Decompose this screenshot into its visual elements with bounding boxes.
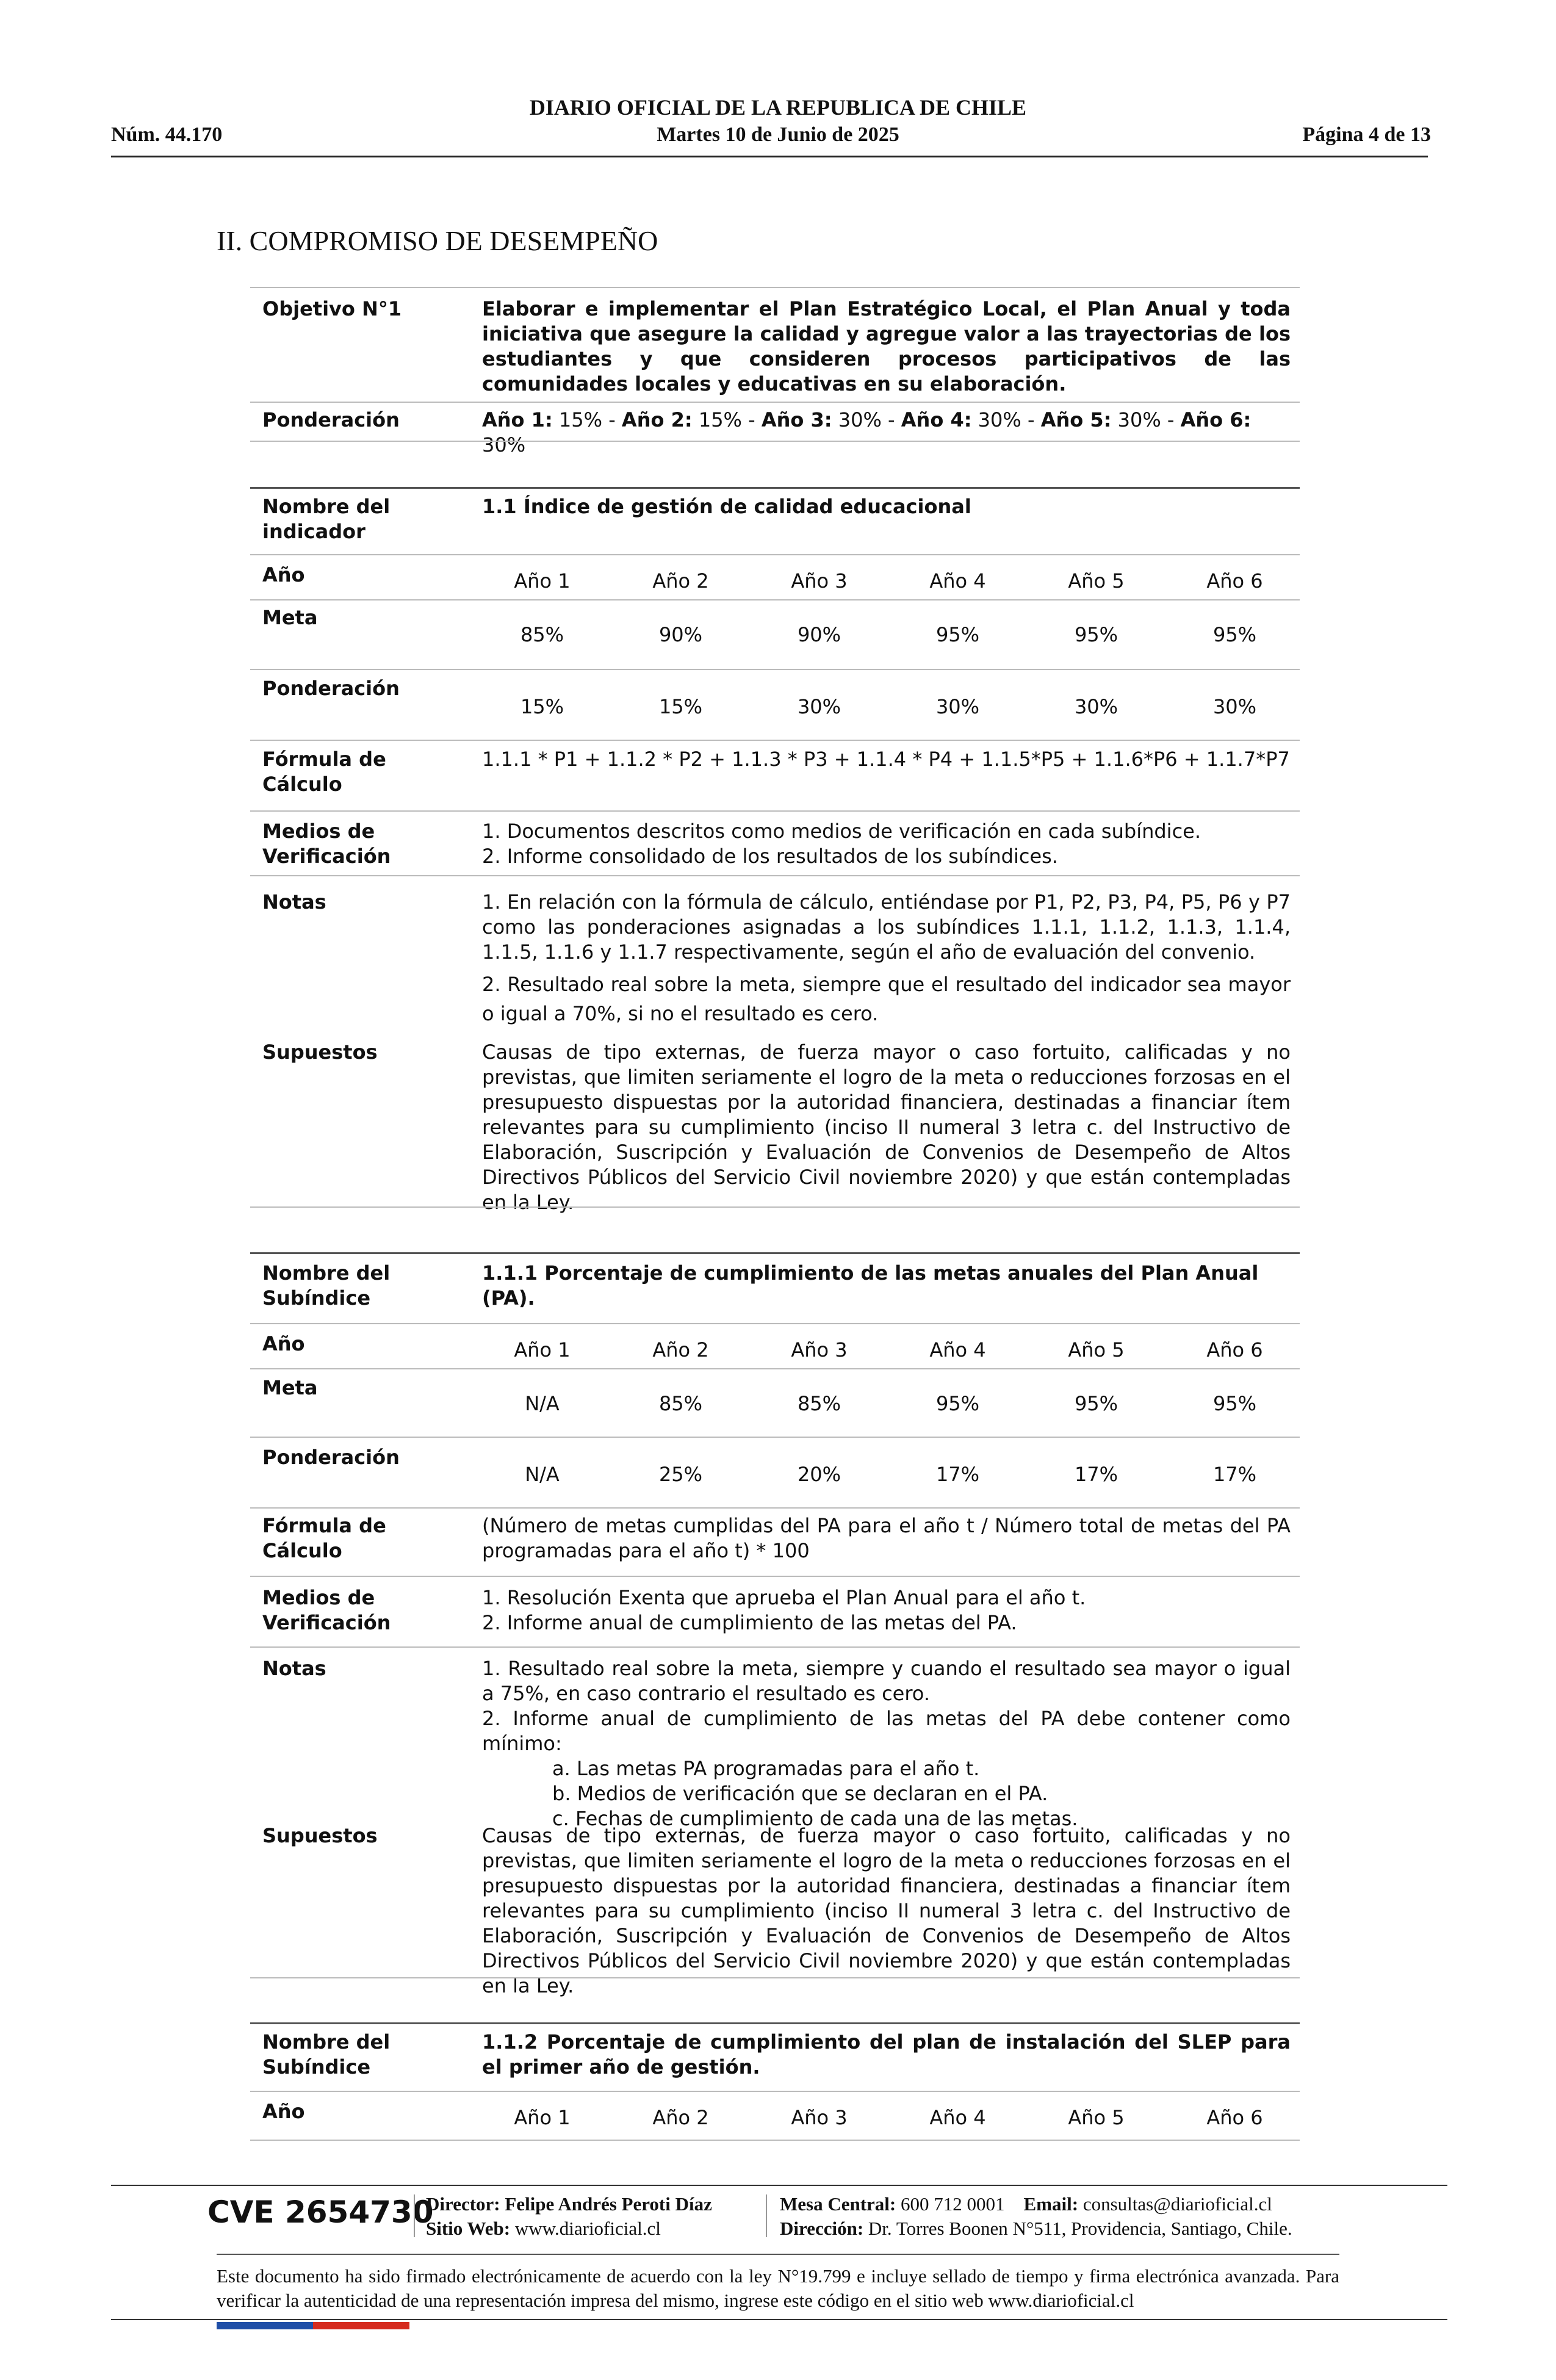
pond-year-key: Año 5:	[1040, 408, 1112, 431]
pond-year-value: 15% -	[552, 408, 622, 431]
flag-stripe-blue	[217, 2322, 313, 2329]
pond-cell: 17%	[935, 1463, 980, 1486]
pond-year-value: 30% -	[832, 408, 901, 431]
indicator-formula: 1.1.1 * P1 + 1.1.2 * P2 + 1.1.3 * P3 + 1.1.4 * P4 + 1.1.5*P5 + 1.1.6*P6 + 1.1.7*P7	[482, 748, 1290, 771]
meta-cell: 85%	[658, 1392, 703, 1415]
pond-year-value: 15% -	[692, 408, 762, 431]
indicator-notas	[482, 890, 1291, 1028]
indicator-supuestos: Causas de tipo externas, de fuerza mayor o caso fortuito, calificadas y no previstas, que limiten seriamente el logro de la meta o reducciones forzosas en el presupuesto dispuestas por la autoridad financiera, destinadas a financiar ítem relevantes para su cumplimiento (inciso II numeral 3 letra c. del Instructivo de Elaboración, Suscripción y Evaluación de Convenios de Desempeño de Altos Directivos Públicos del Servicio Civil noviembre 2020) y que están contempladas en la Ley.	[482, 1040, 1291, 1214]
row-divider	[250, 1368, 1300, 1369]
publication-title: DIARIO OFICIAL DE LA REPUBLICA DE CHILE	[529, 95, 1027, 120]
indicator-notas-label: Notas	[262, 890, 326, 914]
row-divider	[250, 810, 1300, 812]
subindex-supuestos-label: Supuestos	[262, 1824, 378, 1847]
pond-cell: 30%	[797, 695, 841, 718]
meta-cell: 85%	[520, 623, 564, 646]
subindex-name-label: Nombre del Subíndice	[262, 1261, 391, 1310]
director-name: Felipe Andrés Peroti Díaz	[505, 2193, 712, 2215]
medios-item: 2. Informe anual de cumplimiento de las metas del PA.	[482, 1611, 1017, 1634]
meta-cell: 95%	[1212, 623, 1257, 646]
row-divider	[250, 554, 1300, 555]
year-cell: Año 3	[791, 1338, 848, 1361]
year-cell: Año 6	[1206, 569, 1263, 593]
medios-item: 1. Documentos descritos como medios de verificación en cada subíndice.	[482, 820, 1201, 843]
nota-item: 2. Informe anual de cumplimiento de las metas del PA debe contener como mínimo:	[482, 1707, 1291, 1755]
nota-subitem: a. Las metas PA programadas para el año t.	[552, 1757, 980, 1780]
row-divider	[250, 1437, 1300, 1438]
pond-cell: 30%	[1212, 695, 1257, 718]
row-divider	[250, 1576, 1300, 1577]
signature-disclaimer: Este documento ha sido firmado electrónicamente de acuerdo con la ley N°19.799 e incluye sellado de tiempo y firma electrónica avanzada. Para verificar la autenticidad de una representación impresa del mismo, ingrese este código en el sitio web www.diarioficial.cl	[217, 2265, 1339, 2311]
pond-cell: 20%	[797, 1463, 841, 1486]
year-cell: Año 6	[1206, 2106, 1263, 2129]
year-cell: Año 4	[929, 2106, 986, 2129]
row-divider	[250, 669, 1300, 670]
website-line	[426, 2216, 661, 2241]
year-cell: Año 2	[652, 1338, 709, 1361]
section-title: II. COMPROMISO DE DESEMPEÑO	[217, 225, 658, 256]
nota-subitem: b. Medios de verificación que se declaran en el PA.	[552, 1782, 1048, 1805]
pond-cell: 15%	[520, 695, 564, 718]
pond-cell: 15%	[658, 695, 703, 718]
meta-cell: 90%	[797, 623, 841, 646]
indicator-supuestos-label: Supuestos	[262, 1040, 378, 1064]
footer-rule	[111, 2319, 1447, 2320]
page-number: Página 4 de 13	[1302, 123, 1431, 146]
meta-cell: 95%	[1074, 623, 1118, 646]
subindex-medios-label: Medios de Verificación	[262, 1586, 391, 1634]
row-divider	[250, 1646, 1300, 1648]
pond-cell: 25%	[658, 1463, 703, 1486]
publication-date: Martes 10 de Junio de 2025	[657, 123, 899, 146]
website-link[interactable]: www.diarioficial.cl	[514, 2218, 661, 2239]
row-divider	[250, 487, 1300, 489]
address-label: Dirección:	[780, 2218, 864, 2239]
pond-year-key: Año 1:	[482, 408, 553, 431]
nota-item: 2. Resultado real sobre la meta, siempre que el resultado del indicador sea mayor o igual a 70%, si no el resultado es cero.	[482, 973, 1291, 1025]
address-line	[780, 2216, 1292, 2241]
nota-item: 1. En relación con la fórmula de cálculo, entiéndase por P1, P2, P3, P4, P5, P6 y P7 como las ponderaciones asignadas a los subíndices 1.1.1, 1.1.2, 1.1.3, 1.1.4, 1.1.5, 1.1.6 y 1.1.7 respectivamente, según el año de evaluación del convenio.	[482, 890, 1291, 964]
subindex-supuestos: Causas de tipo externas, de fuerza mayor o caso fortuito, calificadas y no previstas, que limiten seriamente el logro de la meta o reducciones forzosas en el presupuesto dispuestas por la autoridad financiera, destinadas a financiar ítem relevantes para su cumplimiento (inciso II numeral 3 letra c. del Instructivo de Elaboración, Suscripción y Evaluación de Convenios de Desempeño de Altos Directivos Públicos del Servicio Civil noviembre 2020) y que están contempladas en la Ley.	[482, 1824, 1291, 1997]
pond-year-key: Año 6:	[1180, 408, 1252, 431]
mesa-phone: 600 712 0001	[901, 2193, 1005, 2215]
subindex-pond-label: Ponderación	[262, 1446, 400, 1469]
year-cell: Año 3	[791, 569, 848, 593]
row-divider	[250, 875, 1300, 876]
row-divider	[250, 1206, 1300, 1208]
row-divider	[250, 1977, 1300, 1978]
footer-separator	[766, 2194, 767, 2237]
subindex-formula: (Número de metas cumplidas del PA para el año t / Número total de metas del PA programadas para el año t) * 100	[482, 1514, 1291, 1562]
indicator-medios-label: Medios de Verificación	[262, 820, 391, 868]
pond-year-key: Año 4:	[901, 408, 972, 431]
subindex-formula-label: Fórmula de Cálculo	[262, 1514, 386, 1562]
meta-cell: N/A	[525, 1392, 560, 1415]
row-divider	[250, 1323, 1300, 1324]
meta-cell: 95%	[935, 1392, 980, 1415]
pond-cell: 30%	[1074, 695, 1118, 718]
objective-text: Elaborar e implementar el Plan Estratégico Local, el Plan Anual y toda iniciativa que asegure la calidad y agregue valor a las trayectorias de los estudiantes y que consideren procesos participativos de las comunidades locales y educativas en su elaboración.	[482, 297, 1291, 395]
pond-year-value: 30% -	[1111, 408, 1181, 431]
address-text: Dr. Torres Boonen N°511, Providencia, Santiago, Chile.	[868, 2218, 1292, 2239]
row-divider	[250, 441, 1300, 442]
header-rule	[111, 156, 1428, 157]
row-divider	[250, 1252, 1300, 1254]
year-cell: Año 1	[514, 2106, 571, 2129]
year-cell: Año 5	[1068, 2106, 1125, 2129]
year-cell: Año 4	[929, 569, 986, 593]
email-label: Email:	[1023, 2193, 1079, 2215]
meta-cell: 90%	[658, 623, 703, 646]
pond-year-value: 30% -	[971, 408, 1041, 431]
pond-year-key: Año 3:	[761, 408, 832, 431]
flag-stripe-red	[313, 2322, 409, 2329]
subindex-name-label: Nombre del Subíndice	[262, 2030, 391, 2079]
pond-cell: N/A	[525, 1463, 560, 1486]
subindex-name: 1.1.2 Porcentaje de cumplimiento del plan de instalación del SLEP para el primer año de gestión.	[482, 2030, 1291, 2079]
indicator-name: 1.1 Índice de gestión de calidad educacional	[482, 495, 971, 518]
meta-cell: 85%	[797, 1392, 841, 1415]
year-cell: Año 6	[1206, 1338, 1263, 1361]
indicator-meta-label: Meta	[262, 606, 318, 629]
nota-item: 1. Resultado real sobre la meta, siempre y cuando el resultado sea mayor o igual a 75%, en caso contrario el resultado es cero.	[482, 1657, 1291, 1705]
subindex-notas-label: Notas	[262, 1657, 326, 1680]
footer-rule	[217, 2254, 1339, 2255]
row-divider	[250, 2091, 1300, 2092]
pond-year-value: 30%	[482, 433, 526, 456]
pond-cell: 30%	[935, 695, 980, 718]
objective-label: Objetivo N°1	[262, 297, 402, 320]
indicator-year-label: Año	[262, 563, 305, 586]
website-label: Sitio Web:	[426, 2218, 511, 2239]
mesa-label: Mesa Central:	[780, 2193, 896, 2215]
row-divider	[250, 287, 1300, 288]
year-cell: Año 4	[929, 1338, 986, 1361]
row-divider	[250, 599, 1300, 600]
medios-item: 1. Resolución Exenta que aprueba el Plan Anual para el año t.	[482, 1586, 1086, 1609]
director-label: Director:	[426, 2193, 500, 2215]
row-divider	[250, 740, 1300, 741]
indicator-pond-label: Ponderación	[262, 677, 400, 700]
objective-ponderacion-label: Ponderación	[262, 408, 400, 431]
director-line	[426, 2192, 712, 2216]
issue-number: Núm. 44.170	[111, 123, 223, 146]
medios-item: 2. Informe consolidado de los resultados de los subíndices.	[482, 845, 1058, 868]
year-cell: Año 2	[652, 2106, 709, 2129]
row-divider	[250, 402, 1300, 403]
subindex-year-label: Año	[262, 1332, 305, 1355]
subindex-notas	[482, 1656, 1291, 1831]
footer-separator	[414, 2194, 415, 2237]
year-cell: Año 1	[514, 569, 571, 593]
meta-cell: 95%	[935, 623, 980, 646]
year-cell: Año 2	[652, 569, 709, 593]
subindex-medios	[482, 1585, 1291, 1635]
meta-cell: 95%	[1212, 1392, 1257, 1415]
row-divider	[250, 2022, 1300, 2024]
objective-ponderacion	[482, 408, 1291, 458]
footer-rule	[111, 2185, 1447, 2186]
contact-line	[780, 2192, 1272, 2216]
year-cell: Año 3	[791, 2106, 848, 2129]
year-cell: Año 1	[514, 1338, 571, 1361]
row-divider	[250, 2140, 1300, 2141]
subindex-year-label: Año	[262, 2100, 305, 2123]
indicator-formula-label: Fórmula de Cálculo	[262, 748, 386, 796]
year-cell: Año 5	[1068, 1338, 1125, 1361]
subindex-meta-label: Meta	[262, 1376, 318, 1399]
pond-cell: 17%	[1074, 1463, 1118, 1486]
cve-code: CVE 2654730	[207, 2194, 434, 2230]
row-divider	[250, 1507, 1300, 1509]
meta-cell: 95%	[1074, 1392, 1118, 1415]
indicator-name-label: Nombre del indicador	[262, 495, 391, 543]
subindex-name: 1.1.1 Porcentaje de cumplimiento de las metas anuales del Plan Anual (PA).	[482, 1261, 1259, 1310]
year-cell: Año 5	[1068, 569, 1125, 593]
indicator-medios	[482, 819, 1291, 869]
email-link[interactable]: consultas@diarioficial.cl	[1082, 2193, 1272, 2215]
pond-year-key: Año 2:	[621, 408, 693, 431]
pond-cell: 17%	[1212, 1463, 1257, 1486]
nota-subitem: c. Fechas de cumplimiento de cada una de las metas.	[552, 1807, 1078, 1830]
